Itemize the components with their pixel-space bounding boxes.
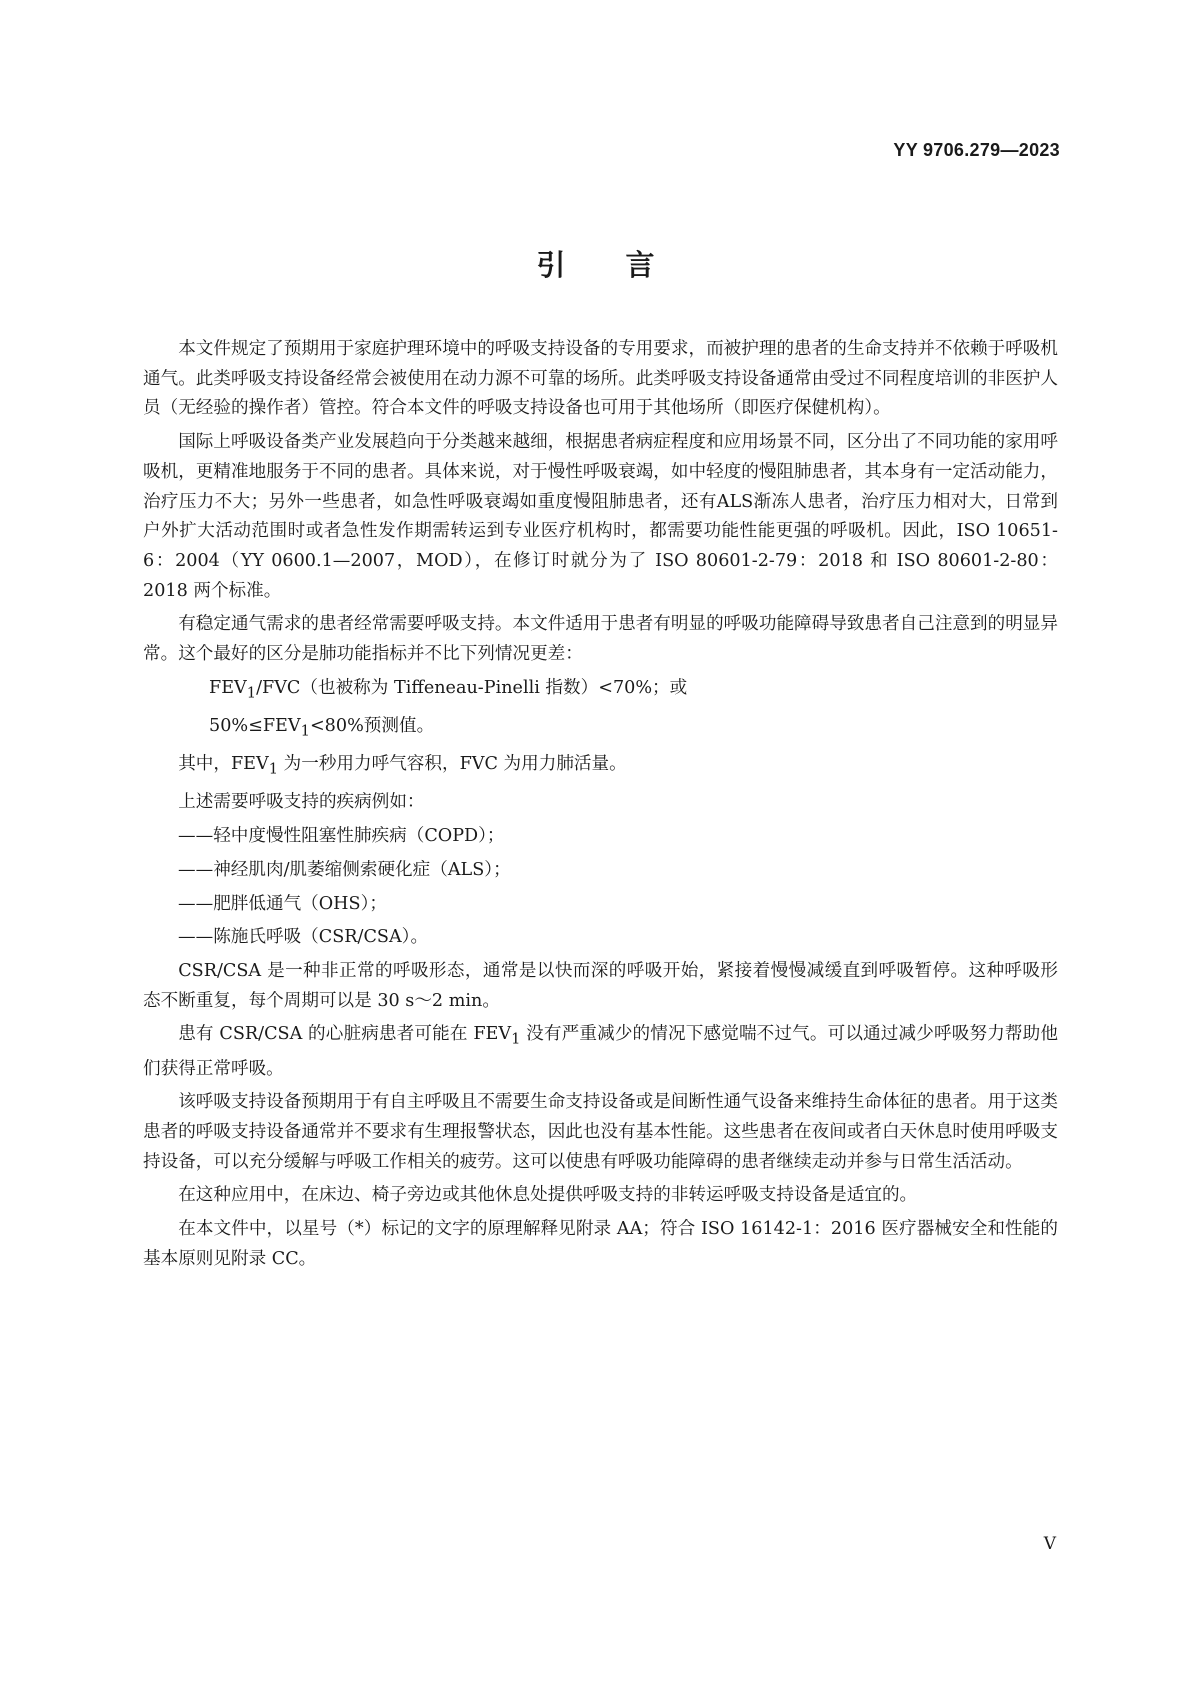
introduction-body (143, 335, 1058, 1278)
paragraph-disease-examples-intro: 上述需要呼吸支持的疾病例如： (178, 792, 425, 813)
paragraph-annex-references: 在本文件中，以星号（*）标记的文字的原理解释见附录 AA；符合 ISO 16142-1：2016 医疗器械安全和性能的基本原则见附录 CC。 (143, 1219, 1058, 1269)
criterion-fev1-predicted-part-a: 50%≤FEV (209, 715, 301, 736)
subscript: 1 (300, 722, 310, 740)
criterion-fev1-fvc-part-b: /FVC（也被称为 Tiffeneau-Pinelli 指数）<70%；或 (256, 677, 688, 698)
document-code: YY 9706.279—2023 (893, 140, 1060, 160)
paragraph-applicability: 有稳定通气需求的患者经常需要呼吸支持。本文件适用于患者有明显的呼吸功能障碍导致患者自己注意到的明显异常。这个最好的区分是肺功能指标并不比下列情况更差： (143, 614, 1058, 665)
subscript: 1 (246, 684, 257, 702)
paragraph-heart-patients (143, 1020, 1058, 1084)
definitions-part-b: 为一秒用力呼气容积，FVC 为用力肺活量。 (278, 754, 627, 775)
criterion-fev1-predicted (143, 712, 1058, 746)
paragraph-scope: 本文件规定了预期用于家庭护理环境中的呼吸支持设备的专用要求，而被护理的患者的生命支持并不依赖于呼吸机通气。此类呼吸支持设备经常会被使用在动力源不可靠的场所。此类呼吸支持设备通常由受过不同程度培训的非医护人员（无经验的操作者）管控。符合本文件的呼吸支持设备也可用于其他场所（即医疗保健机构）。 (143, 339, 1058, 419)
list-item: ——陈施氏呼吸（CSR/CSA）。 (178, 927, 429, 948)
list-item: ——轻中度慢性阻塞性肺疾病（COPD）； (178, 826, 505, 847)
definitions-part-a: 其中，FEV (178, 754, 269, 775)
paragraph-csr-csa-description: CSR/CSA 是一种非正常的呼吸形态，通常是以快而深的呼吸开始，紧接着慢慢减缓直到呼吸暂停。这种呼吸形态不断重复，每个周期可以是 30 s～2 min。 (143, 960, 1058, 1011)
page-title: 引言 (536, 248, 715, 282)
criterion-fev1-fvc (143, 674, 1058, 708)
list-item: ——神经肌肉/肌萎缩侧索硬化症（ALS）； (178, 859, 511, 880)
criterion-fev1-predicted-part-b: <80%预测值。 (309, 715, 435, 736)
paragraph-application: 在这种应用中，在床边、椅子旁边或其他休息处提供呼吸支持的非转运呼吸支持设备是适宜的。 (178, 1185, 918, 1206)
paragraph-intended-use: 该呼吸支持设备预期用于有自主呼吸且不需要生命支持设备或是间断性通气设备来维持生命体征的患者。用于这类患者的呼吸支持设备通常并不要求有生理报警状态，因此也没有基本性能。这些患者在夜间或者白天休息时使用呼吸支持设备，可以充分缓解与呼吸工作相关的疲劳。这可以使患有呼吸功能障碍的患者继续走动并参与日常生活活动。 (143, 1092, 1058, 1172)
heart-patients-part-b: 没有严重减少的情况下感觉喘不过气。可以通过减少呼吸努力帮助他们获得正常呼吸。 (143, 1024, 1058, 1079)
paragraph-definitions (143, 750, 1058, 784)
subscript: 1 (511, 1030, 521, 1048)
subscript: 1 (268, 760, 279, 778)
page-number: V (1043, 1534, 1056, 1554)
heart-patients-part-a: 患有 CSR/CSA 的心脏病患者可能在 FEV (178, 1024, 512, 1045)
paragraph-industry-background: 国际上呼吸设备类产业发展趋向于分类越来越细，根据患者病症程度和应用场景不同，区分出了不同功能的家用呼吸机，更精准地服务于不同的患者。具体来说，对于慢性呼吸衰竭，如中轻度的慢阻肺患者，其本身有一定活动能力，治疗压力不大；另外一些患者，如急性呼吸衰竭如重度慢阻肺患者，还有ALS渐冻人患者，治疗压力相对大，日常到户外扩大活动范围时或者急性发作期需转运到专业医疗机构时，都需要功能性能更强的呼吸机。因此，ISO 10651-6：2004（YY 0600.1—2007，MOD），在修订时就分为了 ISO 80601-2-79：2018 和 ISO 80601-2-80：2018 两个标准。 (143, 432, 1058, 601)
list-item: ——肥胖低通气（OHS）； (178, 893, 387, 914)
criterion-fev1-fvc-part-a: FEV (209, 677, 247, 698)
